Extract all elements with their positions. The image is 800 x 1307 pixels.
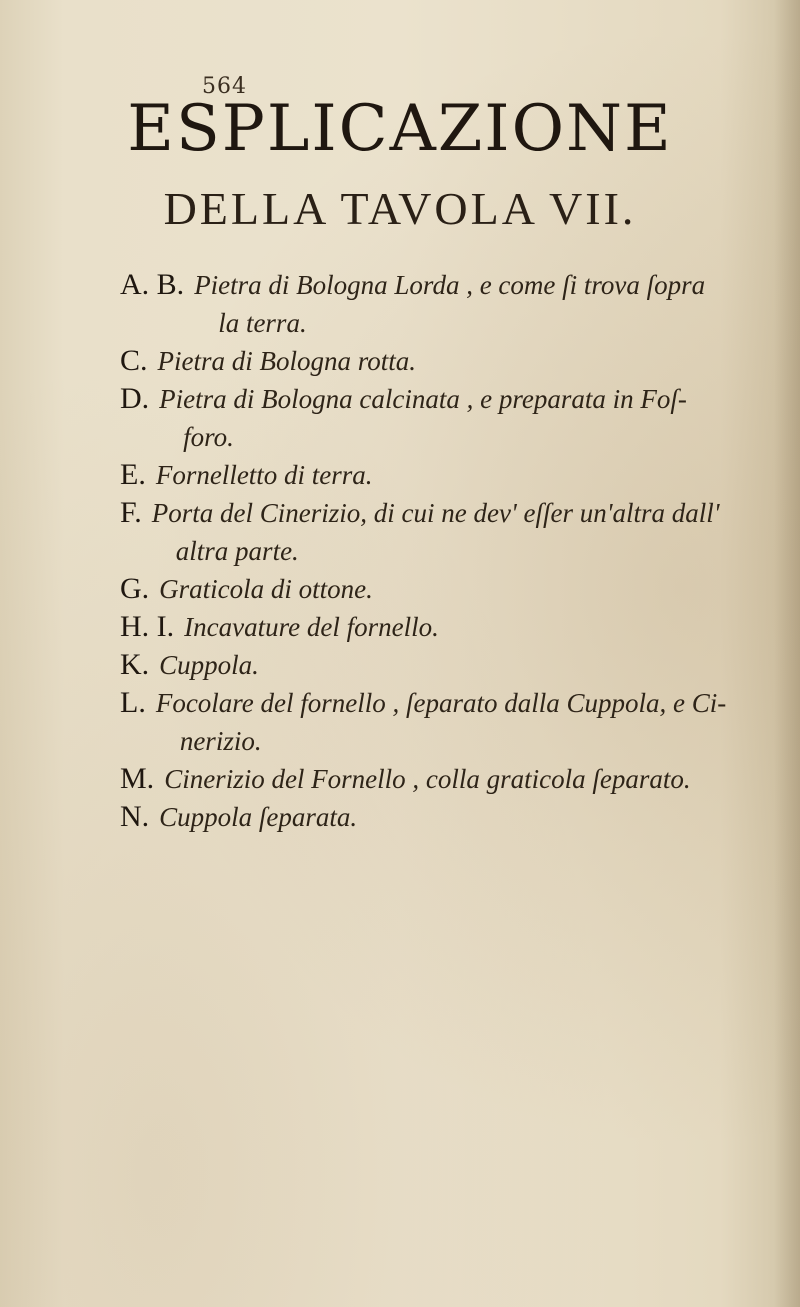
entry-text [159,380,687,456]
legend-entry-d [120,380,780,456]
entry-line: Focolare del fornello , ſeparato dalla Cuppola, e Ci- [155,688,727,718]
entry-label: G. [120,572,150,605]
legend-list [120,266,780,836]
entry-text [156,456,373,494]
legend-entry-g [120,570,780,608]
entry-line-continued: altra parte. [175,536,299,566]
legend-entry-hi [120,608,780,646]
entry-line: Pietra di Bologna rotta. [157,346,417,376]
entry-label: H. I. [120,610,175,643]
entry-text [194,266,705,342]
entry-line-continued: nerizio. [179,726,262,756]
legend-entry-l [120,684,780,760]
entry-text [159,646,259,684]
entry-line-continued: la terra. [218,308,307,338]
entry-label: A. B. [120,268,185,301]
entry-label: F. [120,496,142,529]
page-subtitle: DELLA TAVOLA VII. [163,183,637,234]
entry-line: Graticola di ottone. [159,574,373,604]
legend-entry-f [120,494,780,570]
entry-text [159,570,373,608]
legend-entry-ab [120,266,780,342]
entry-text [184,608,439,646]
entry-line: Cinerizio del Fornello , colla graticola ſeparato. [164,764,691,794]
entry-label: N. [120,800,150,833]
entry-line: Cuppola ſeparata. [159,802,358,832]
entry-line: Fornelletto di terra. [155,460,373,490]
legend-entry-n [120,798,780,836]
page-title: ESPLICAZIONE [127,92,673,166]
legend-entry-k [120,646,780,684]
entry-line: Pietra di Bologna calcinata , e preparata in Foſ- [159,384,687,414]
legend-entry-e [120,456,780,494]
entry-text [152,494,720,570]
entry-text [156,684,726,760]
legend-entry-c [120,342,780,380]
entry-line: Porta del Cinerizio, di cui ne dev' eſſer un'altra dall' [151,498,720,528]
entry-label: K. [120,648,150,681]
entry-text [158,342,417,380]
entry-label: E. [120,458,146,491]
entry-line: Cuppola. [159,650,259,680]
entry-label: C. [120,344,148,377]
entry-text [159,798,357,836]
page-number: 564 [202,74,247,99]
entry-line: Incavature del fornello. [184,612,439,642]
entry-label: D. [120,382,150,415]
entry-label: M. [120,762,155,795]
entry-text [164,760,690,798]
entry-line-continued: foro. [183,422,234,452]
entry-line: Pietra di Bologna Lorda , e come ſi trova ſopra [194,270,706,300]
entry-label: L. [120,686,146,719]
legend-entry-m [120,760,780,798]
